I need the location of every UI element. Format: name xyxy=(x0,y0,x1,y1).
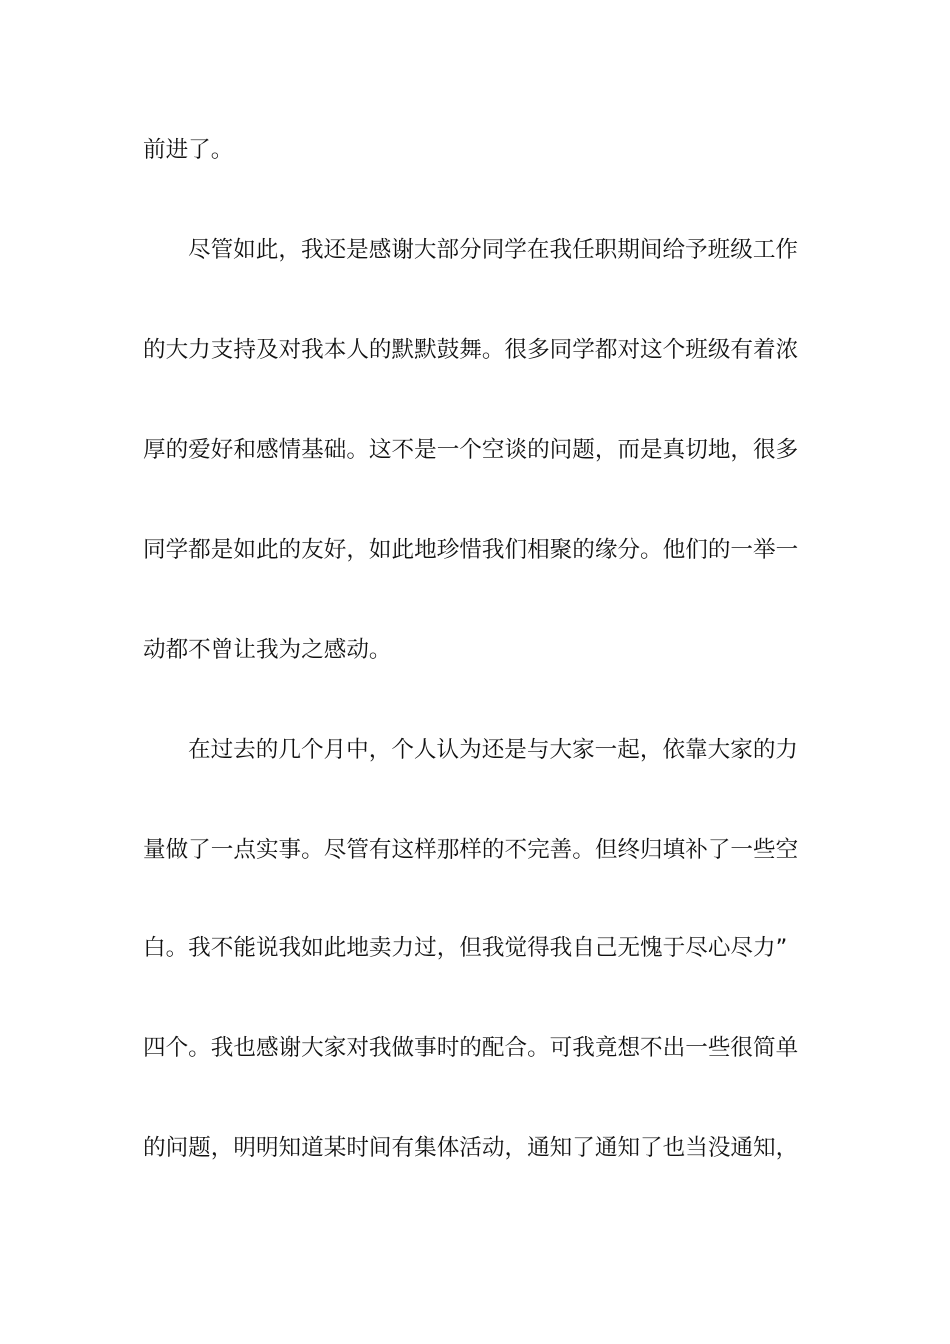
text-line: 尽管如此，我还是感谢大部分同学在我任职期间给予班级工作 xyxy=(188,237,799,263)
text-line: 在过去的几个月中，个人认为还是与大家一起，依靠大家的力 xyxy=(188,737,799,763)
text-line: 厚的爱好和感情基础。这不是一个空谈的问题，而是真切地，很多 xyxy=(143,437,799,463)
text-line: 的问题，明明知道某时间有集体活动，通知了通知了也当没通知， xyxy=(143,1135,799,1161)
text-line: 同学都是如此的友好，如此地珍惜我们相聚的缘分。他们的一举一 xyxy=(143,537,799,563)
text-line: 量做了一点实事。尽管有这样那样的不完善。但终归填补了一些空 xyxy=(143,837,799,863)
text-line: 白。我不能说我如此地卖力过，但我觉得我自己无愧于尽心尽力” xyxy=(143,935,788,961)
text-line: 四个。我也感谢大家对我做事时的配合。可我竟想不出一些很简单 xyxy=(143,1035,799,1061)
text-line: 前进了。 xyxy=(143,137,234,163)
text-line: 动都不曾让我为之感动。 xyxy=(143,637,392,663)
text-line: 的大力支持及对我本人的默默鼓舞。很多同学都对这个班级有着浓 xyxy=(143,337,799,363)
